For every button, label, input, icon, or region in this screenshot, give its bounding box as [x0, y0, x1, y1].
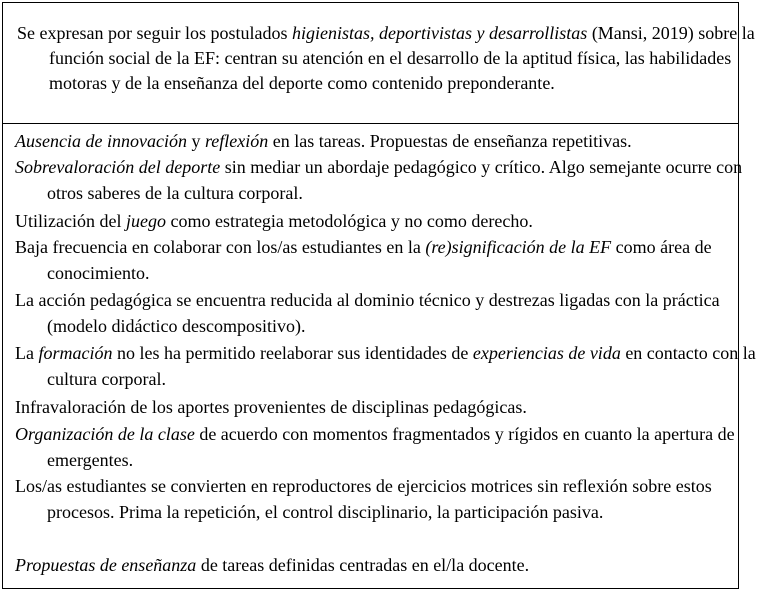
paragraph-organizacion: Organización de la clase de acuerdo con momentos fragmentados y rígidos en cuanto la apertura de emergentes.	[15, 424, 735, 470]
paragraph-propuestas: Propuestas de enseñanza de tareas definidas centradas en el/la docente.	[15, 555, 530, 575]
paragraph-juego: Utilización del juego como estrategia metodológica y no como derecho.	[15, 211, 533, 231]
paragraph-infravaloracion: Infravaloración de los aportes provenientes de disciplinas pedagógicas.	[15, 397, 527, 417]
paragraph-resignificacion: Baja frecuencia en colaborar con los/as estudiantes en la (re)significación de la EF como área de conocimiento.	[15, 237, 712, 283]
paragraph-formacion: La formación no les ha permitido reelaborar sus identidades de experiencias de vida en contacto con la cultura corporal.	[15, 343, 756, 389]
paragraph-estudiantes: Los/as estudiantes se convierten en reproductores de ejercicios motrices sin reflexión sobre estos procesos. Prima la repetición, el control disciplinario, la participación pasiva.	[15, 476, 712, 522]
paragraph-innovacion: Ausencia de innovación y reflexión en las tareas. Propuestas de enseñanza repetitivas.	[15, 131, 632, 151]
paragraph-accion-pedagogica: La acción pedagógica se encuentra reducida al dominio técnico y destrezas ligadas con la práctica (modelo didáctico descompositivo).	[15, 290, 720, 336]
table-frame	[2, 2, 756, 589]
paragraph-deporte: Sobrevaloración del deporte sin mediar un abordaje pedagógico y crítico. Algo semejante ocurre con otros saberes de la cultura corporal.	[15, 157, 743, 203]
paragraph-postulados: Se expresan por seguir los postulados higienistas, deportivistas y desarrollistas (Mansi, 2019) sobre la función social de la EF: centran su atención en el desarrollo de la aptitud física, las habilidades motoras y de la enseñanza del deporte como contenido preponderante.	[17, 23, 755, 93]
